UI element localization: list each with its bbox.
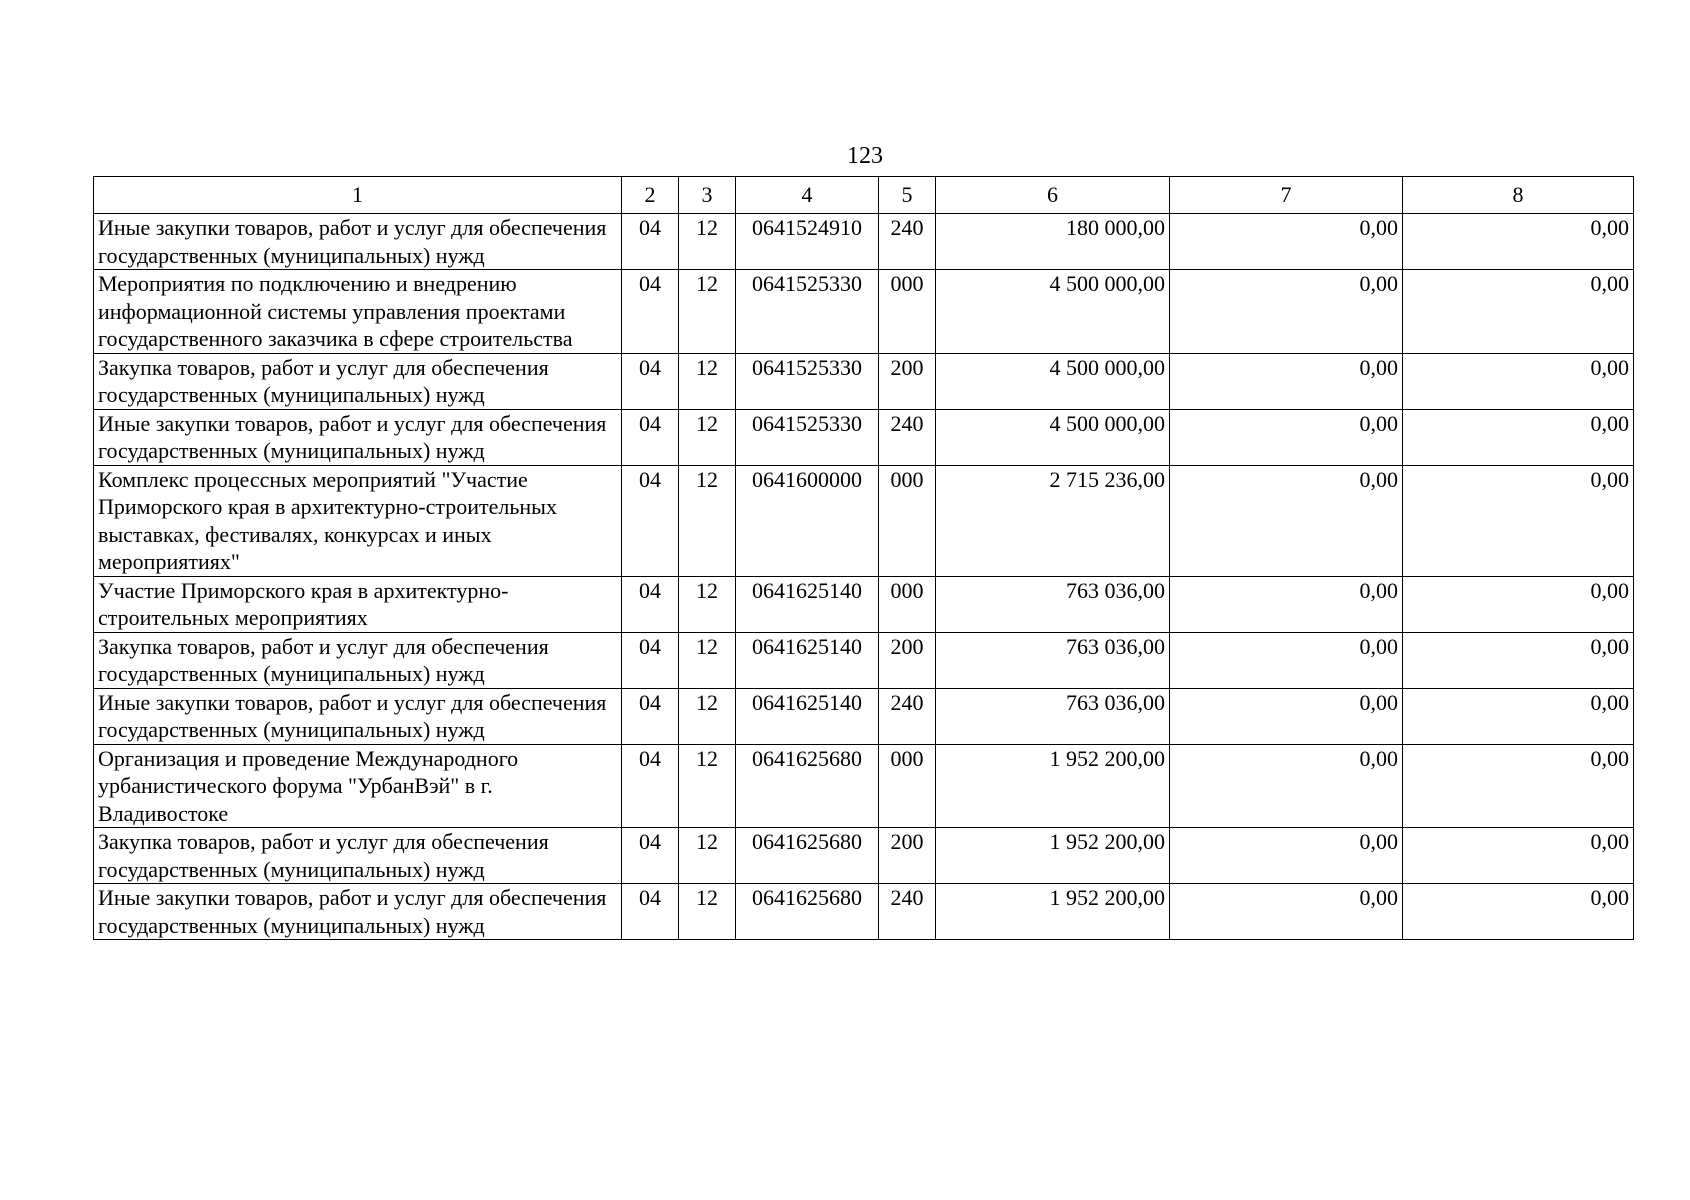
row-expense-type: 000: [879, 576, 936, 632]
row-section-code: 04: [622, 828, 679, 884]
row-section-code: 04: [622, 632, 679, 688]
row-target-article: 0641525330: [736, 409, 879, 465]
table-row: [94, 744, 1634, 828]
row-name: Организация и проведение Международного урбанистического форума "УрбанВэй" в г. Владивостоке: [94, 744, 622, 828]
row-amount-6: 180 000,00: [936, 214, 1170, 270]
row-section-code: 04: [622, 465, 679, 576]
row-amount-7: 0,00: [1170, 409, 1403, 465]
row-name: Иные закупки товаров, работ и услуг для обеспечения государственных (муниципальных) нужд: [94, 214, 622, 270]
row-amount-6: 763 036,00: [936, 688, 1170, 744]
column-header-7: 7: [1170, 177, 1403, 214]
row-target-article: 0641625680: [736, 744, 879, 828]
table-row: [94, 576, 1634, 632]
table-row: [94, 884, 1634, 940]
table-row: [94, 465, 1634, 576]
row-section-code: 04: [622, 214, 679, 270]
row-subsection-code: 12: [679, 576, 736, 632]
row-amount-8: 0,00: [1403, 270, 1634, 354]
row-name: Иные закупки товаров, работ и услуг для обеспечения государственных (муниципальных) нужд: [94, 688, 622, 744]
row-amount-6: 1 952 200,00: [936, 884, 1170, 940]
row-expense-type: 240: [879, 688, 936, 744]
row-expense-type: 200: [879, 632, 936, 688]
row-amount-8: 0,00: [1403, 828, 1634, 884]
row-amount-7: 0,00: [1170, 353, 1403, 409]
row-subsection-code: 12: [679, 884, 736, 940]
row-target-article: 0641525330: [736, 353, 879, 409]
table-row: [94, 214, 1634, 270]
row-subsection-code: 12: [679, 828, 736, 884]
table-row: [94, 828, 1634, 884]
column-header-2: 2: [622, 177, 679, 214]
table-row: [94, 632, 1634, 688]
row-amount-7: 0,00: [1170, 270, 1403, 354]
row-target-article: 0641625140: [736, 632, 879, 688]
row-amount-8: 0,00: [1403, 884, 1634, 940]
row-expense-type: 200: [879, 828, 936, 884]
row-target-article: 0641625140: [736, 576, 879, 632]
row-amount-6: 1 952 200,00: [936, 828, 1170, 884]
row-amount-6: 4 500 000,00: [936, 270, 1170, 354]
row-target-article: 0641625680: [736, 884, 879, 940]
row-name: Иные закупки товаров, работ и услуг для обеспечения государственных (муниципальных) нужд: [94, 409, 622, 465]
row-subsection-code: 12: [679, 632, 736, 688]
row-amount-7: 0,00: [1170, 214, 1403, 270]
table-header-row: [94, 177, 1634, 214]
row-amount-7: 0,00: [1170, 632, 1403, 688]
row-amount-6: 763 036,00: [936, 576, 1170, 632]
row-target-article: 0641525330: [736, 270, 879, 354]
row-amount-8: 0,00: [1403, 576, 1634, 632]
row-section-code: 04: [622, 353, 679, 409]
row-subsection-code: 12: [679, 465, 736, 576]
row-amount-6: 4 500 000,00: [936, 353, 1170, 409]
row-expense-type: 240: [879, 409, 936, 465]
row-amount-7: 0,00: [1170, 828, 1403, 884]
row-amount-8: 0,00: [1403, 632, 1634, 688]
row-expense-type: 200: [879, 353, 936, 409]
row-amount-6: 1 952 200,00: [936, 744, 1170, 828]
row-subsection-code: 12: [679, 744, 736, 828]
budget-table: [93, 176, 1634, 940]
column-header-8: 8: [1403, 177, 1634, 214]
row-target-article: 0641524910: [736, 214, 879, 270]
row-section-code: 04: [622, 688, 679, 744]
table-row: [94, 409, 1634, 465]
column-header-5: 5: [879, 177, 936, 214]
row-section-code: 04: [622, 270, 679, 354]
row-expense-type: 240: [879, 214, 936, 270]
row-amount-8: 0,00: [1403, 744, 1634, 828]
row-target-article: 0641600000: [736, 465, 879, 576]
row-target-article: 0641625140: [736, 688, 879, 744]
row-amount-8: 0,00: [1403, 688, 1634, 744]
row-expense-type: 240: [879, 884, 936, 940]
column-header-4: 4: [736, 177, 879, 214]
row-name: Закупка товаров, работ и услуг для обеспечения государственных (муниципальных) нужд: [94, 353, 622, 409]
row-target-article: 0641625680: [736, 828, 879, 884]
row-amount-7: 0,00: [1170, 688, 1403, 744]
row-name: Участие Приморского края в архитектурно-строительных мероприятиях: [94, 576, 622, 632]
row-amount-6: 4 500 000,00: [936, 409, 1170, 465]
row-amount-7: 0,00: [1170, 744, 1403, 828]
row-amount-8: 0,00: [1403, 465, 1634, 576]
page-number: 123: [847, 143, 883, 169]
row-expense-type: 000: [879, 465, 936, 576]
table-row: [94, 688, 1634, 744]
row-expense-type: 000: [879, 744, 936, 828]
table-row: [94, 353, 1634, 409]
row-amount-8: 0,00: [1403, 409, 1634, 465]
row-amount-8: 0,00: [1403, 353, 1634, 409]
row-name: Иные закупки товаров, работ и услуг для обеспечения государственных (муниципальных) нужд: [94, 884, 622, 940]
row-amount-6: 763 036,00: [936, 632, 1170, 688]
column-header-6: 6: [936, 177, 1170, 214]
row-subsection-code: 12: [679, 214, 736, 270]
row-subsection-code: 12: [679, 270, 736, 354]
row-name: Комплекс процессных мероприятий "Участие Приморского края в архитектурно-строительных выставках, фестивалях, конкурсах и иных мероприятиях": [94, 465, 622, 576]
row-subsection-code: 12: [679, 409, 736, 465]
row-name: Мероприятия по подключению и внедрению информационной системы управления проектами государственного заказчика в сфере строительства: [94, 270, 622, 354]
row-subsection-code: 12: [679, 688, 736, 744]
row-subsection-code: 12: [679, 353, 736, 409]
row-amount-7: 0,00: [1170, 576, 1403, 632]
row-name: Закупка товаров, работ и услуг для обеспечения государственных (муниципальных) нужд: [94, 828, 622, 884]
column-header-3: 3: [679, 177, 736, 214]
row-section-code: 04: [622, 884, 679, 940]
row-amount-8: 0,00: [1403, 214, 1634, 270]
row-amount-7: 0,00: [1170, 465, 1403, 576]
row-section-code: 04: [622, 576, 679, 632]
row-amount-6: 2 715 236,00: [936, 465, 1170, 576]
row-expense-type: 000: [879, 270, 936, 354]
row-name: Закупка товаров, работ и услуг для обеспечения государственных (муниципальных) нужд: [94, 632, 622, 688]
row-section-code: 04: [622, 744, 679, 828]
table-row: [94, 270, 1634, 354]
column-header-1: 1: [94, 177, 622, 214]
row-amount-7: 0,00: [1170, 884, 1403, 940]
row-section-code: 04: [622, 409, 679, 465]
